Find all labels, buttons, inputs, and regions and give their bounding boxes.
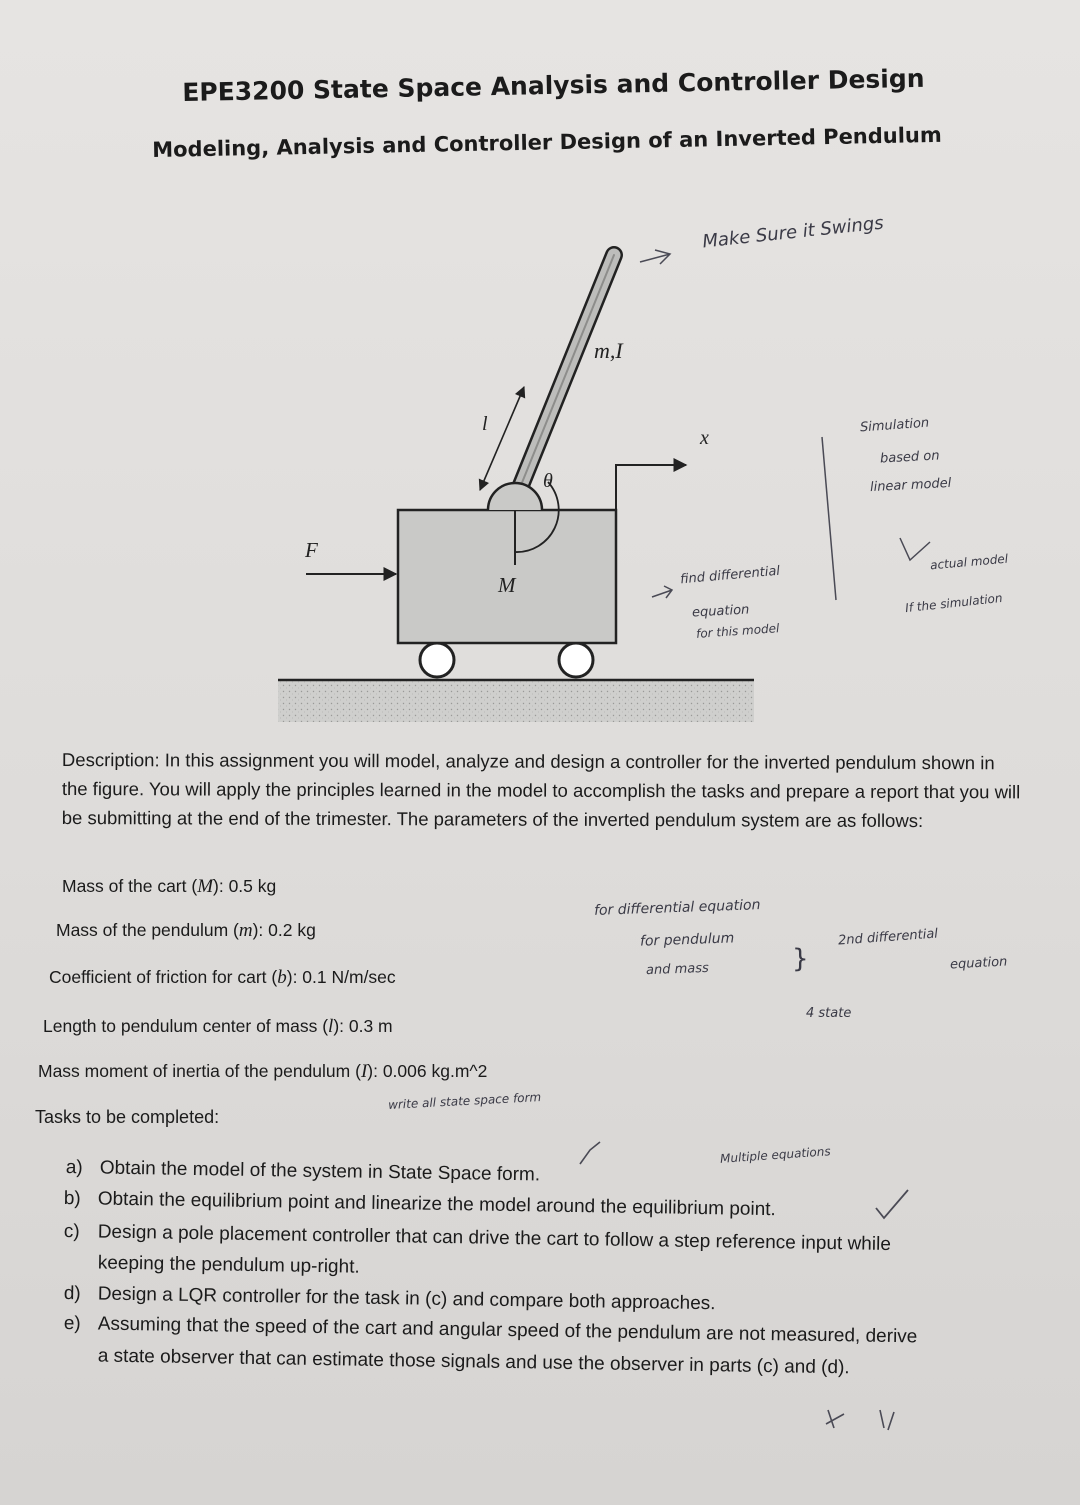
task-d: d) Design a LQR controller for the task in (c) and compare both approaches. [63,1282,716,1315]
param-cart-mass: Mass of the cart (M): 0.5 kg [62,876,277,897]
assignment-subtitle: Modeling, Analysis and Controller Design of an Inverted Pendulum [152,122,942,162]
handwritten-note-linear-model: linear model [869,475,952,496]
param-length: Length to pendulum center of mass (l): 0.3 m [43,1016,393,1037]
handwritten-note-if-simulation: If the simulation [904,590,1004,616]
task-e: e) Assuming that the speed of the cart and angular speed of the pendulum are not measured, derive [63,1312,918,1348]
task-e-continued: a state observer that can estimate those signals and use the observer in parts (c) and (d). [97,1345,850,1379]
param-friction: Coefficient of friction for cart (b): 0.1 N/m/sec [49,967,396,988]
ground [278,680,754,722]
param-inertia: Mass moment of inertia of the pendulum (I): 0.006 kg.m^2 [38,1061,488,1082]
task-c: c) Design a pole placement controller that can drive the cart to follow a step reference input while [63,1220,892,1255]
cart-mass-label: M [498,573,516,597]
handwritten-note-swings: Make Sure it Swings [701,212,885,253]
length-label: l [482,413,488,435]
param-pendulum-mass: Mass of the pendulum (m): 0.2 kg [56,920,316,941]
handwritten-note-based-on: based on [879,448,940,467]
tasks-heading: Tasks to be completed: [35,1107,220,1127]
x-label: x [700,427,709,449]
handwritten-note-simulation: Simulation [859,415,930,436]
pivot-mount [488,483,542,510]
x-position-marker [616,465,686,510]
handwritten-note-actual-model: actual model [929,551,1009,573]
task-a: a) Obtain the model of the system in State Space form. [65,1156,541,1186]
handwritten-note-pendulum: for pendulum [639,930,735,950]
inverted-pendulum-figure [0,0,1080,740]
task-c-continued: keeping the pendulum up-right. [97,1252,360,1278]
handwritten-note-equation: equation [691,602,750,621]
handwritten-note-and-mass: and mass [645,960,710,979]
handwritten-note-diff-eq: for differential equation [593,897,761,919]
handwritten-note-2nd-diff: 2nd differential [837,926,939,949]
handwritten-note-equation-2: equation [949,954,1008,973]
handwritten-note-state-space: write all state space form [387,1089,542,1113]
task-b: b) Obtain the equilibrium point and linearize the model around the equilibrium point. [63,1187,776,1221]
handwritten-note-multiple-eq: Multiple equations [719,1144,832,1166]
description-paragraph: Description: In this assignment you will model, analyze and design a controller for the inverted pendulum shown in the figure. You will apply the principles learned in the model to accomplish the tasks and prepare a report that you will be submitting at the end of the trimester. The parameters of the inverted pendulum system are as follows: [61,749,1021,832]
course-title: EPE3200 State Space Analysis and Controller Design [182,63,925,107]
handwritten-brace: } [792,944,809,974]
handwritten-note-4-state: 4 state [806,1006,852,1021]
right-wheel [559,643,593,677]
left-wheel [420,643,454,677]
handwritten-note-find-differential: find differential [679,563,781,588]
angle-label: θ [543,470,553,492]
pendulum-label: m,I [594,338,623,363]
force-label: F [305,538,318,562]
handwritten-note-for-this-model: for this model [695,621,780,641]
